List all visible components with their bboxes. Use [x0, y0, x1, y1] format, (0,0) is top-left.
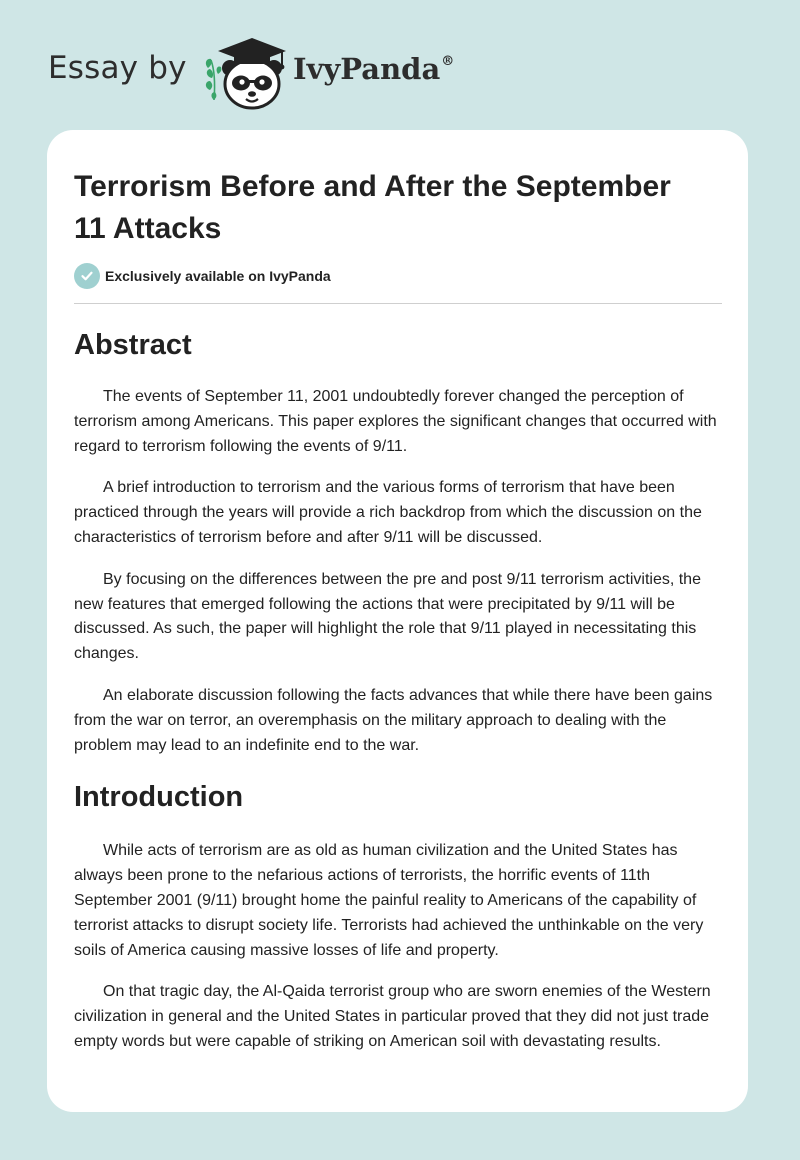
ivy-leaf-icon — [206, 59, 222, 100]
checkmark-icon — [74, 263, 100, 289]
section-heading-abstract: Abstract — [74, 329, 192, 361]
paragraph: A brief introduction to terrorism and the various forms of terrorism that have been practiced through the years will provide a rich backdrop from which the discussion on the characteristics of terrorism before and after 9/11 will be discussed. — [74, 479, 702, 546]
divider — [74, 303, 722, 304]
essay-body — [74, 325, 724, 1055]
paragraph: An elaborate discussion following the facts advances that while there have been gains from the war on terror, an overemphasis on the military approach to dealing with the problem may lead to an indefinite end to the war. — [74, 686, 713, 754]
paragraph: While acts of terrorism are as old as human civilization and the United States has always been prone to the nefarious actions of terrorists, the horrific events of 11th September 2001 (9/11) brought home the painful reality to Americans of the capability of terrorist attacks to disrupt society life. Terrorists had achieved the unthinkable on the very soils of America causing massive losses of life and property. — [74, 842, 704, 959]
registered-mark: ® — [441, 54, 455, 69]
paragraph: On that tragic day, the Al-Qaida terrorist group who are sworn enemies of the Western civilization in general and the United States in particular proved that they did not just trade empty words but were capable of striking on American soil with devastating results. — [74, 983, 711, 1050]
site-header — [48, 30, 548, 110]
section-heading-introduction: Introduction — [74, 781, 244, 814]
brand-name-text: IvyPanda — [293, 52, 441, 86]
exclusive-badge — [74, 263, 331, 289]
paragraph: By focusing on the differences between the pre and post 9/11 terrorism activities, the new features that emerged following the actions that were precipitated by 9/11 will be discussed. As such, the paper will highlight the role that 9/11 played in necessitating this changes. — [74, 570, 701, 663]
panda-logo-icon[interactable] — [202, 34, 290, 110]
essay-by-label: Essay by — [48, 50, 187, 86]
page-title: Terrorism Before and After the September 11 Attacks — [74, 170, 671, 245]
exclusive-label: Exclusively available on IvyPanda — [105, 268, 331, 284]
brand-name[interactable] — [293, 52, 454, 86]
paragraph: The events of September 11, 2001 undoubtedly forever changed the perception of terrorism among Americans. This paper explores the significant changes that occurred with regard to terrorism following the events of 9/11. — [74, 388, 717, 455]
essay-card — [47, 130, 748, 1112]
